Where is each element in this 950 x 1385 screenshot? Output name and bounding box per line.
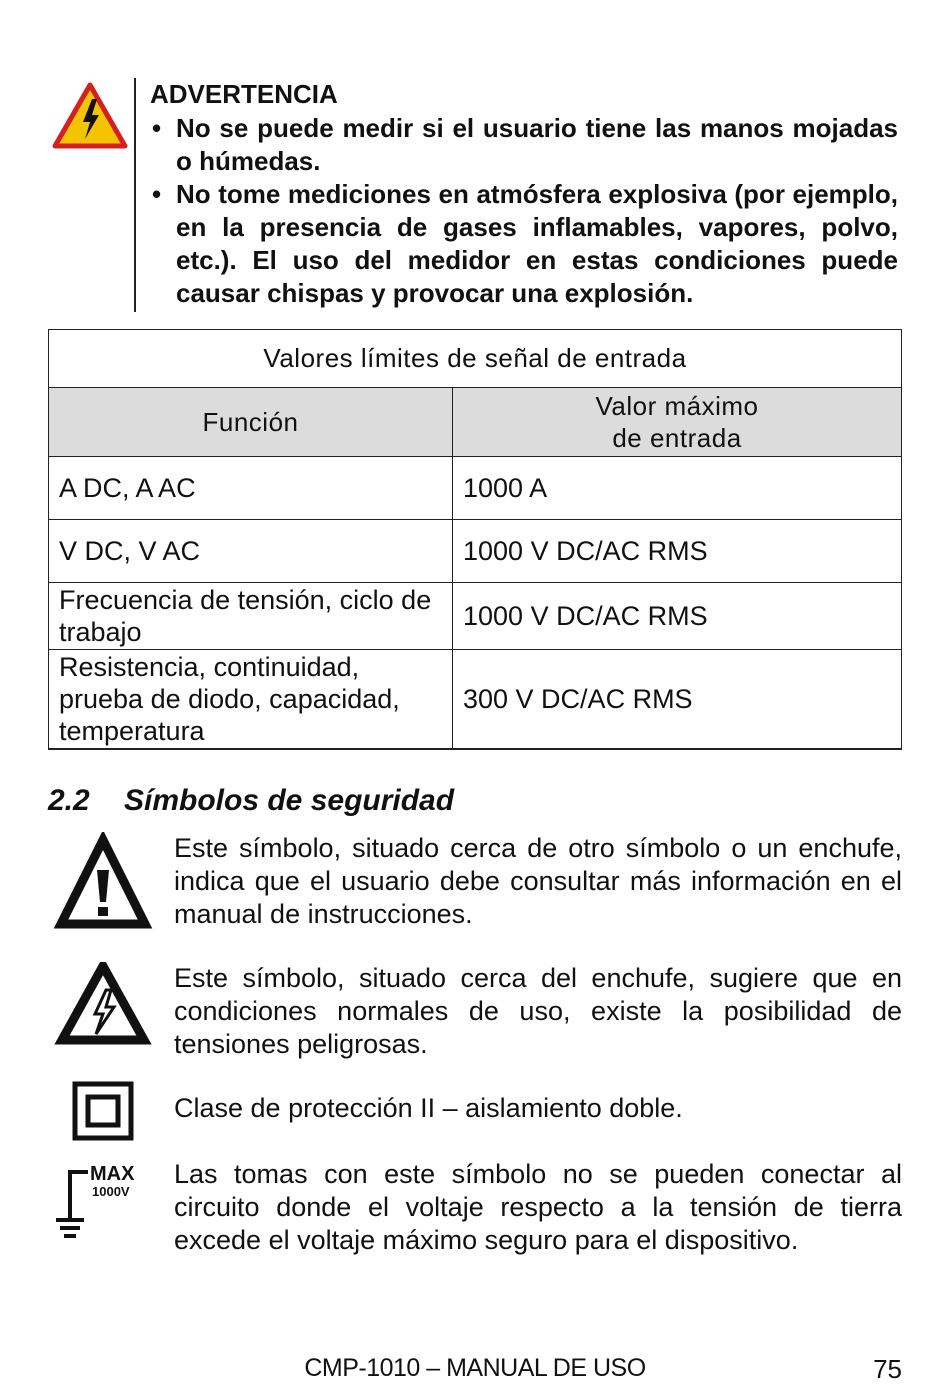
warning-item: • No tome mediciones en atmósfera explosiva (por ejemplo, en la presencia de gases inflamables, vapores, polvo, etc.). El uso del medidor en estas condiciones puede causar chispas y provocar una explosión. [150,178,898,310]
table-row [49,583,902,650]
table-cell-function: A DC, A AC [49,457,453,520]
section-number: 2.2 [48,784,90,817]
double-insulation-icon [48,1080,158,1142]
column-header-function: Función [49,388,453,457]
symbol-entry [48,832,902,932]
warning-title: ADVERTENCIA [150,79,338,109]
symbol-entry [48,1080,902,1142]
warning-text [150,78,898,310]
table-row [49,457,902,520]
table-cell-value: 300 V DC/AC RMS [453,650,902,750]
high-voltage-triangle-icon [48,962,158,1046]
page-number: 75 [873,1354,902,1384]
warning-divider [134,78,136,312]
symbol-description: Este símbolo, situado cerca de otro símbolo o un enchufe, indica que el usuario debe consultar más información en el manual de instrucciones. [174,833,902,929]
table-cell-value: 1000 A [453,457,902,520]
caution-exclamation-triangle-icon [48,832,158,932]
table-title: Valores límites de señal de entrada [49,330,902,388]
warning-list [150,112,898,310]
warning-block [48,78,900,314]
icon-label-max: MAX [90,1163,135,1185]
table-row [49,520,902,583]
high-voltage-warning-icon [52,82,128,150]
input-limits-table [48,329,902,750]
column-header-max-value-line1: Valor máximo [595,391,759,421]
warning-item: • No se puede medir si el usuario tiene las manos mojadas o húmedas. [150,112,898,178]
section-heading [48,784,454,818]
table-cell-value: 1000 V DC/AC RMS [453,583,902,650]
table-cell-function: V DC, V AC [49,520,453,583]
symbol-description: Este símbolo, situado cerca del enchufe, sugiere que en condiciones normales de uso, existe la posibilidad de tensiones peligrosas. [174,963,902,1059]
symbol-entry [48,1158,902,1258]
table-cell-function: Frecuencia de tensión, ciclo de trabajo [49,583,453,650]
section-title: Símbolos de seguridad [124,784,455,817]
symbol-entry [48,962,902,1062]
symbol-description: Clase de protección II – aislamiento doble. [174,1093,683,1123]
table-row [49,650,902,750]
table-header-row [49,388,902,457]
column-header-max-value [453,388,902,457]
symbol-description: Las tomas con este símbolo no se pueden conectar al circuito donde el voltaje respecto a la tensión de tierra excede el voltaje máximo seguro para el dispositivo. [174,1159,902,1255]
column-header-max-value-line2: de entrada [612,423,742,453]
max-1000v-ground-icon [48,1158,158,1240]
icon-label-voltage: 1000V [92,1184,130,1199]
footer-title: CMP-1010 – MANUAL DE USO [304,1354,646,1382]
table-cell-function: Resistencia, continuidad, prueba de diodo, capacidad, temperatura [49,650,453,750]
table-cell-value: 1000 V DC/AC RMS [453,520,902,583]
